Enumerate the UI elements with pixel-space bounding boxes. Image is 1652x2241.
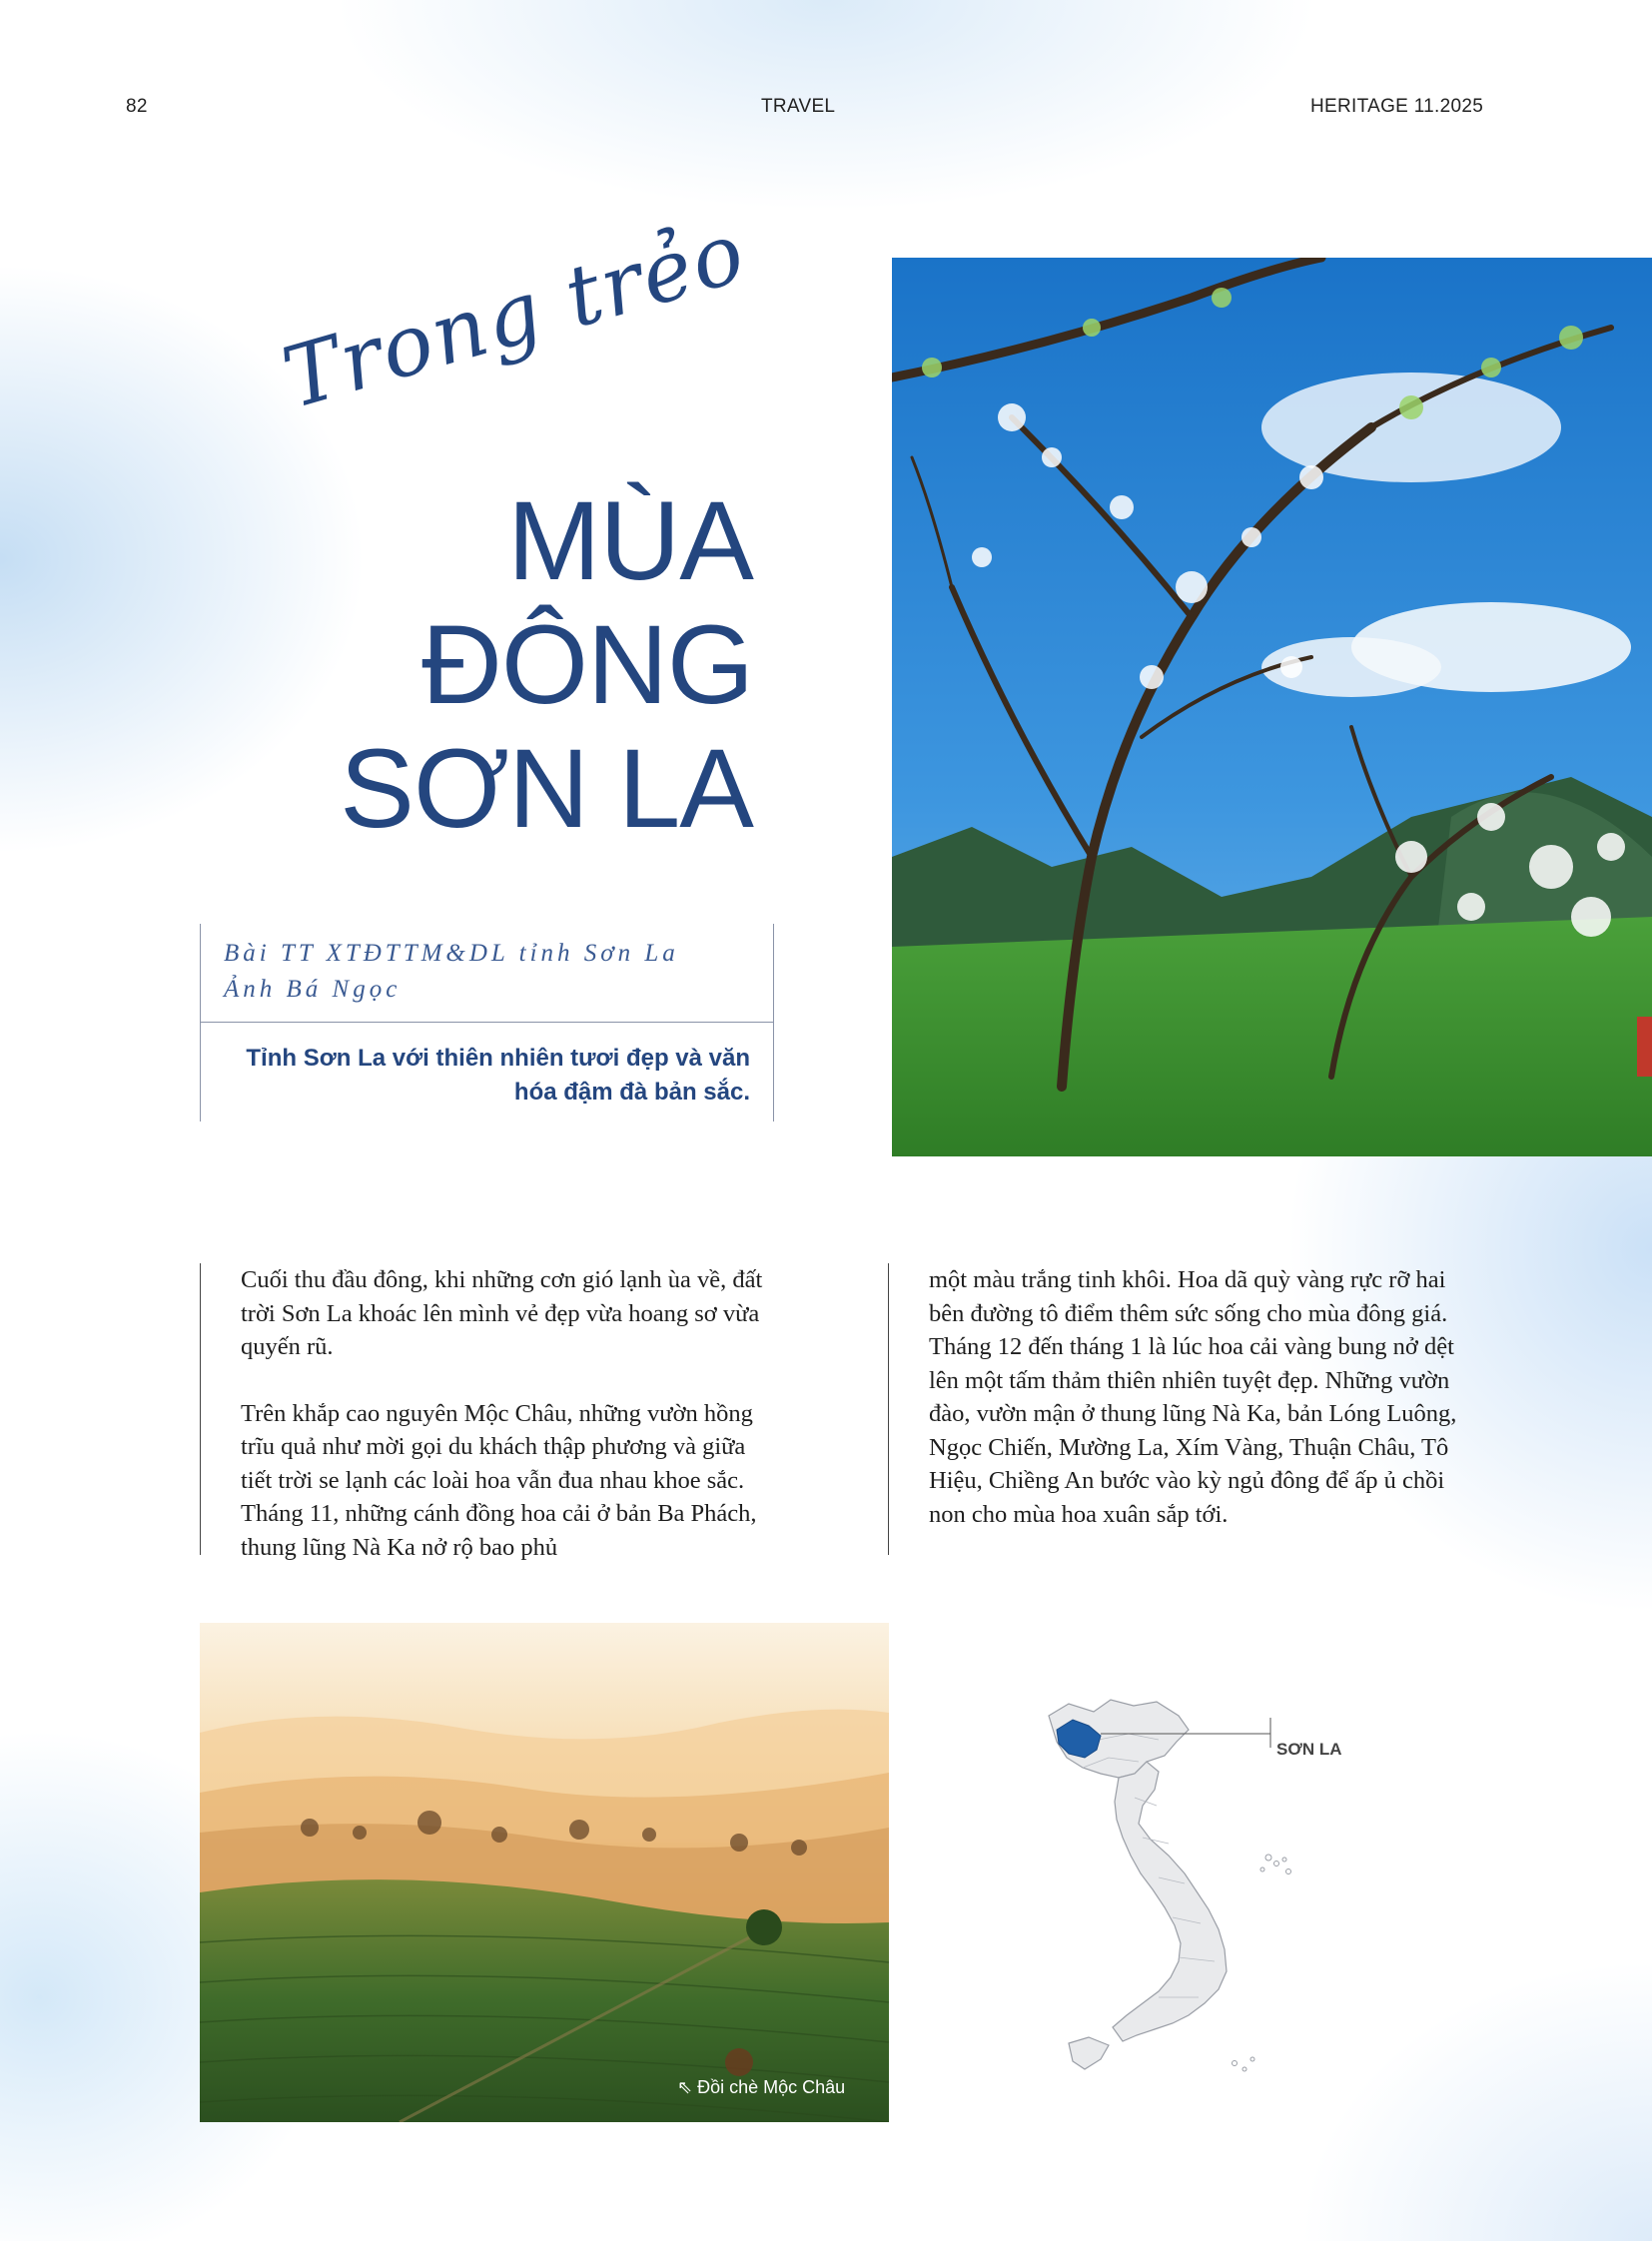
title-line-2: ĐÔNG [421, 602, 753, 727]
column-rule [200, 1263, 201, 1555]
body-paragraph: Cuối thu đầu đông, khi những cơn gió lạnh ùa về, đất trời Sơn La khoác lên mình vẻ đẹp vừa hoang sơ vừa quyến rũ. [241, 1266, 763, 1360]
title-line-3: SƠN LA [340, 726, 753, 851]
photo-credit: Ảnh Bá Ngọc [224, 976, 402, 1003]
body-paragraph: một màu trắng tinh khôi. Hoa dã quỳ vàng rực rỡ hai bên đường tô điểm thêm sức sống cho mùa đông giá. Tháng 12 đến tháng 1 là lúc hoa cải vàng bung nở dệt lên một tấm thảm thiên nhiên tuyệt đẹp. Những vườn đào, vườn mận ở thung lũng Nà Ka, bản Lóng Luông, Ngọc Chiến, Mường La, Xím Vàng, Thuận Châu, Tô Hiệu, Chiềng An bước vào kỳ ngủ đông để ấp ủ chồi non cho mùa hoa xuân sắp tới. [929, 1266, 1457, 1528]
body-paragraph: Trên khắp cao nguyên Mộc Châu, những vườn hồng trĩu quả như mời gọi du khách thập phương và giữa tiết trời se lạnh các loài hoa vẫn đua nhau khoe sắc. Tháng 11, những cánh đồng hoa cải ở bản Ba Phách, thung lũng Nà Ka nở rộ bao phủ [241, 1399, 757, 1561]
body-column-2 [929, 1263, 1468, 1564]
map-label: SƠN LA [1276, 1740, 1342, 1759]
page-number: 82 [126, 96, 148, 117]
divider [773, 924, 774, 1022]
lede: Tỉnh Sơn La với thiên nhiên tươi đẹp và văn hóa đậm đà bản sắc. [246, 1045, 750, 1106]
credit-box [200, 924, 774, 1121]
plum-blossom-photo [892, 258, 1652, 1156]
title-line-1: MÙA [507, 478, 753, 603]
arrow-icon: ⇖ [677, 2077, 693, 2097]
column-rule [888, 1263, 889, 1555]
section-label: TRAVEL [761, 96, 836, 117]
tea-hills-photo [200, 1623, 889, 2122]
divider [773, 1022, 774, 1121]
title-script: Trong trẻo [272, 202, 757, 427]
body-column-1 [241, 1263, 780, 1597]
issue-label: HERITAGE 11.2025 [1310, 96, 1484, 117]
divider [200, 1022, 774, 1023]
writer-credit: Bài TT XTĐTTM&DL tỉnh Sơn La [224, 940, 679, 967]
caption-text: Đồi chè Mộc Châu [697, 2077, 846, 2097]
photo-caption [677, 2077, 845, 2098]
divider [200, 924, 201, 1121]
page-title [340, 479, 753, 851]
